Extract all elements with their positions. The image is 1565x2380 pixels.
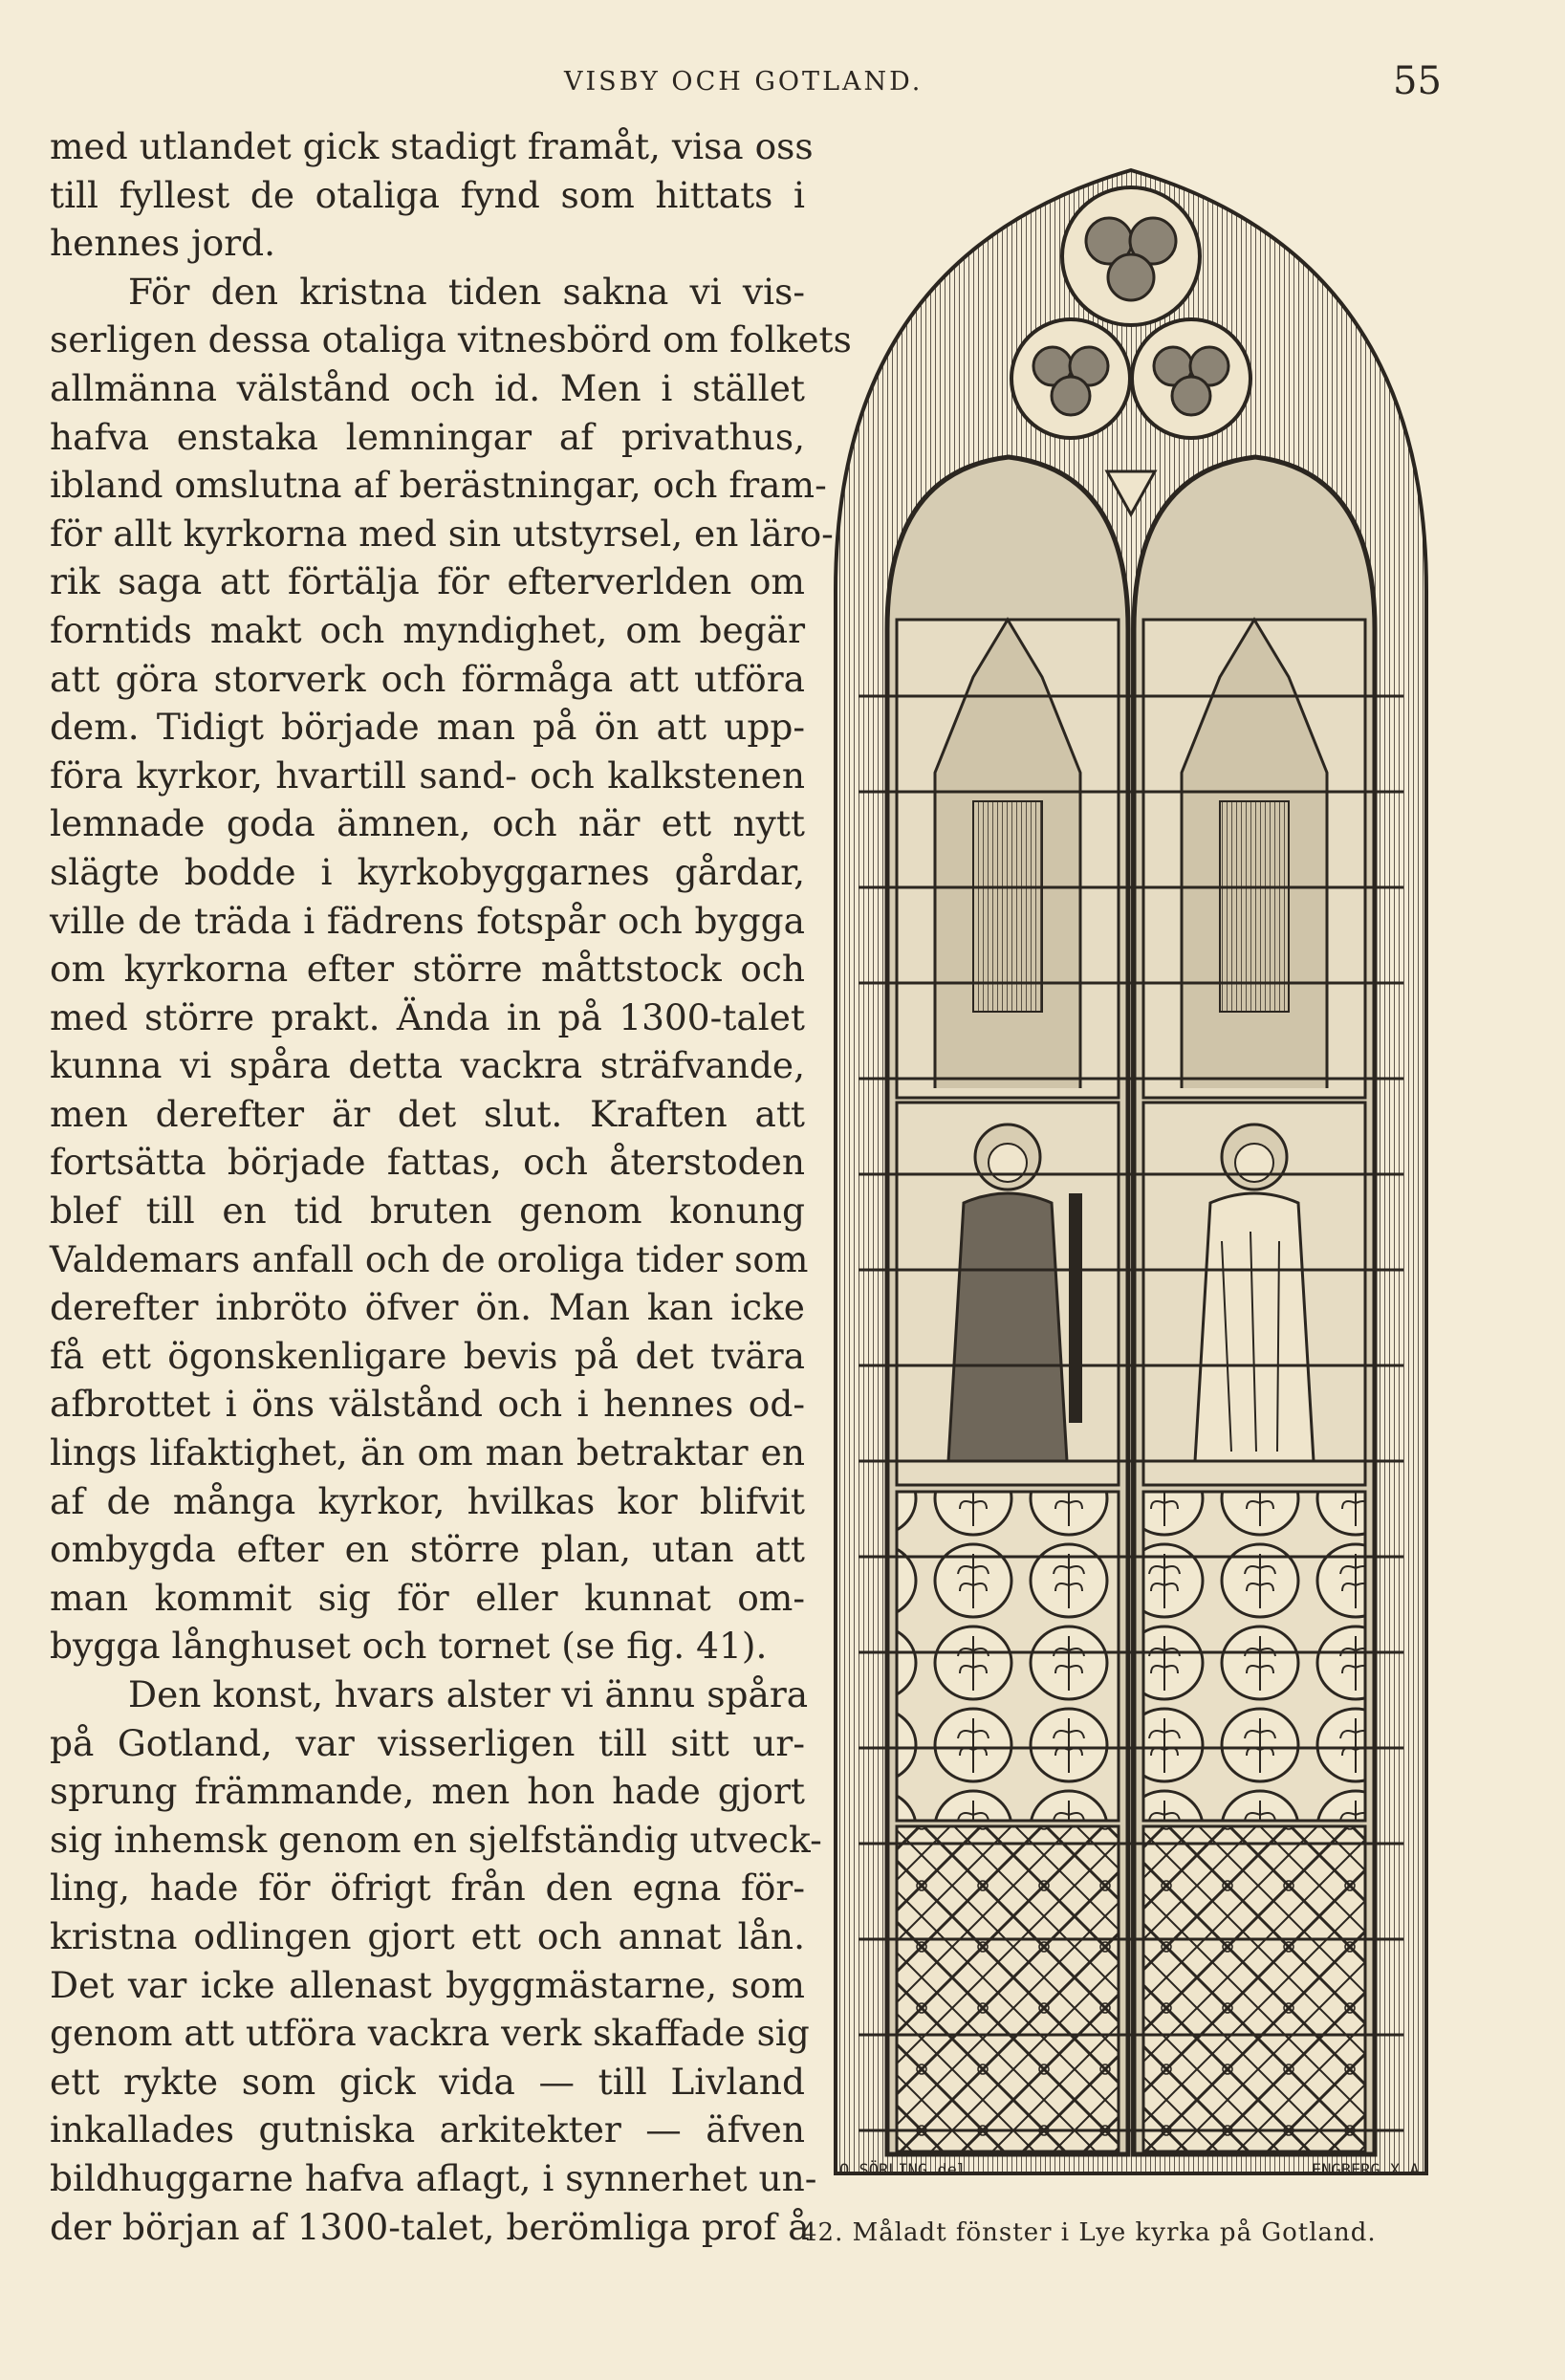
text-line: föra kyrkor, hvartill sand- och kalkstenen <box>50 753 805 797</box>
engraver-credit: ENGBERG.X.A. <box>1312 2161 1429 2180</box>
text-line: ling, hade för öfrigt från den egna för- <box>50 1867 805 1910</box>
text-line: slägte bodde i kyrkobyggarnes gårdar, <box>50 850 805 893</box>
text-line: lemnade goda ämnen, och när ett nytt <box>50 802 805 845</box>
text-line: ville de träda i fädrens fotspår och bygga <box>50 899 805 942</box>
text-line: få ett ögonskenligare bevis på det tvära <box>50 1334 805 1377</box>
text-line: allmänna välstånd och id. Men i stället <box>50 366 805 409</box>
text-line: fortsätta började fattas, och återstoden <box>50 1141 805 1184</box>
text-line: ombygda efter en större plan, utan att <box>50 1528 805 1571</box>
body-text <box>50 122 852 2251</box>
text-line: hafva enstaka lemningar af privathus, <box>50 415 805 458</box>
text-line: med utlandet gick stadigt framåt, visa oss <box>50 125 814 167</box>
figure-caption: 42. Måladt fönster i Lye kyrka på Gotland. <box>801 2218 1377 2247</box>
text-line: bildhuggarne hafva aflagt, i synnerhet un- <box>50 2156 817 2199</box>
text-line: inkallades gutniska arkitekter — äfven <box>50 2108 805 2151</box>
text-line: sprung främmande, men hon hade gjort <box>50 1770 805 1813</box>
text-line: man kommit sig för eller kunnat om- <box>50 1576 805 1619</box>
text-line: blef till en tid bruten genom konung <box>50 1190 805 1233</box>
text-line: Det var icke allenast byggmästarne, som <box>50 1963 805 2006</box>
text-line: af de många kyrkor, hvilkas kor blifvit <box>50 1479 805 1522</box>
text-line: till fyllest de otaliga fynd som hittats i <box>50 173 805 216</box>
right-saint-figure <box>1143 1103 1365 1485</box>
page-number: 55 <box>1393 59 1442 103</box>
text-line: afbrottet i öns välstånd och i hennes od- <box>50 1383 805 1426</box>
left-saint-figure <box>897 1103 1119 1485</box>
figure-credits <box>0 2161 1565 2199</box>
text-line: bygga långhuset och tornet (se fig. 41). <box>50 1625 768 1668</box>
text-line: hennes jord. <box>50 222 276 265</box>
text-line: om kyrkorna efter större måttstock och <box>50 948 805 991</box>
text-line: derefter inbröto öfver ön. Man kan icke <box>50 1286 805 1329</box>
text-line: ett rykte som gick vida — till Livland <box>50 2060 805 2103</box>
text-line: ibland omslutna af berästningar, och fram- <box>50 464 827 507</box>
text-line: forntids makt och myndighet, om begär <box>50 608 805 651</box>
text-line: på Gotland, var visserligen till sitt ur- <box>50 1721 805 1764</box>
text-line: serligen dessa otaliga vitnesbörd om folkets <box>50 318 852 361</box>
text-line: kunna vi spåra detta vackra sträfvande, <box>50 1044 805 1087</box>
text-line: Valdemars anfall och de oroliga tider som <box>50 1237 809 1280</box>
running-head: VISBY OCH GOTLAND. <box>564 67 924 97</box>
text-line: lings lifaktighet, än om man betraktar en <box>50 1431 805 1474</box>
text-line: dem. Tidigt började man på ön att upp- <box>50 706 805 749</box>
illustrator-credit: O.SÖRLING.del. <box>839 2161 977 2180</box>
text-line: rik saga att förtälja för efterverlden om <box>50 560 805 603</box>
text-line: men derefter är det slut. Kraften att <box>50 1092 805 1135</box>
text-line: För den kristna tiden sakna vi vis- <box>128 270 805 313</box>
text-line: att göra storverk och förmåga att utföra <box>50 657 805 700</box>
text-line: genom att utföra vackra verk skaffade sig <box>50 2012 810 2055</box>
text-line: der början af 1300-talet, berömliga prof å <box>50 2205 810 2248</box>
text-line: sig inhemsk genom en sjelfständig utveck- <box>50 1818 822 1861</box>
text-line: för allt kyrkorna med sin utstyrsel, en lärо- <box>50 512 834 555</box>
text-line: Den konst, hvars alster vi ännu spåra <box>128 1673 809 1715</box>
text-line: med större prakt. Ända in på 1300-talet <box>50 995 805 1038</box>
text-line: kristna odlingen gjort ett och annat lån. <box>50 1914 805 1957</box>
stained-glass-window-illustration <box>830 142 1432 2190</box>
page-header <box>0 59 1565 117</box>
